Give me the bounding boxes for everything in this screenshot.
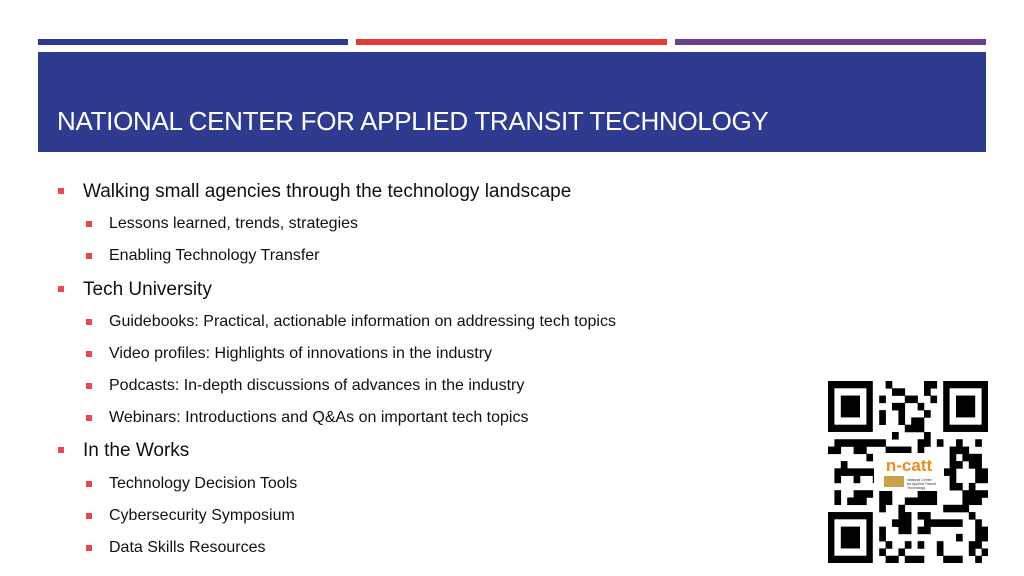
top-stripe-blue — [38, 39, 348, 45]
bullet-marker-icon — [86, 221, 92, 227]
qr-module — [886, 497, 893, 505]
qr-module — [918, 541, 925, 549]
qr-module — [943, 468, 950, 476]
qr-module — [898, 505, 905, 513]
qr-module — [905, 497, 912, 505]
qr-module — [962, 505, 969, 513]
qr-module — [943, 505, 950, 513]
qr-module — [911, 417, 918, 425]
qr-module — [918, 439, 925, 447]
qr-module — [956, 447, 963, 455]
qr-module — [975, 468, 982, 476]
qr-module — [962, 447, 969, 455]
qr-module — [905, 541, 912, 549]
qr-module — [950, 519, 957, 527]
qr-module — [879, 439, 886, 447]
sub-bullet-item — [109, 507, 295, 525]
qr-module — [975, 454, 982, 462]
bullet-marker-icon — [86, 545, 92, 551]
qr-module — [924, 439, 931, 447]
bullet-marker-icon — [58, 286, 64, 292]
qr-module — [866, 490, 873, 498]
qr-code-icon — [828, 381, 988, 563]
bullet-text: Walking small agencies through the technology landscape — [83, 181, 572, 202]
qr-module — [854, 490, 861, 498]
qr-module — [930, 381, 937, 389]
qr-module — [975, 439, 982, 447]
qr-module — [937, 541, 944, 549]
qr-module — [962, 454, 969, 462]
qr-finder-pattern — [956, 396, 975, 418]
qr-module — [962, 490, 969, 498]
qr-module — [969, 497, 976, 505]
qr-module — [918, 403, 925, 411]
qr-module — [866, 468, 873, 476]
bullet-text: Technology Decision Tools — [109, 475, 298, 492]
qr-module — [879, 417, 886, 425]
qr-module — [969, 548, 976, 556]
qr-module — [950, 468, 957, 476]
qr-module — [962, 497, 969, 505]
qr-module — [847, 439, 854, 447]
qr-module — [905, 512, 912, 520]
qr-module — [969, 461, 976, 469]
qr-module — [924, 388, 931, 396]
bullet-text: Data Skills Resources — [109, 539, 266, 556]
sub-bullet-item — [109, 345, 492, 363]
bullet-text: Webinars: Introductions and Q&As on important tech topics — [109, 409, 529, 426]
qr-module — [956, 439, 963, 447]
qr-module — [918, 447, 925, 455]
qr-module — [828, 447, 835, 455]
qr-module — [841, 461, 848, 469]
qr-module — [950, 505, 957, 513]
qr-module — [847, 468, 854, 476]
qr-module — [892, 403, 899, 411]
qr-module — [924, 381, 931, 389]
bullet-item — [83, 440, 189, 462]
qr-module — [905, 519, 912, 527]
qr-module — [943, 556, 950, 563]
qr-module — [854, 468, 861, 476]
qr-module — [924, 410, 931, 418]
qr-module — [924, 497, 931, 505]
qr-module — [969, 490, 976, 498]
qr-module — [847, 497, 854, 505]
qr-module — [892, 432, 899, 440]
bullet-text: Guidebooks: Practical, actionable information on addressing tech topics — [109, 313, 616, 330]
qr-module — [943, 519, 950, 527]
bullet-marker-icon — [86, 383, 92, 389]
bullet-marker-icon — [86, 253, 92, 259]
qr-module — [950, 454, 957, 462]
bullet-marker-icon — [86, 513, 92, 519]
qr-module — [905, 527, 912, 535]
qr-module — [905, 396, 912, 404]
slide-title: NATIONAL CENTER FOR APPLIED TRANSIT TECHNOLOGY — [57, 106, 769, 136]
bullet-item — [83, 181, 571, 203]
qr-module — [892, 556, 899, 563]
qr-module — [879, 548, 886, 556]
qr-module — [854, 439, 861, 447]
qr-module — [886, 541, 893, 549]
qr-module — [911, 556, 918, 563]
bullet-marker-icon — [58, 188, 64, 194]
qr-module — [937, 519, 944, 527]
qr-module — [918, 490, 925, 498]
qr-module — [886, 447, 893, 455]
qr-module — [969, 541, 976, 549]
qr-module — [975, 541, 982, 549]
qr-module — [898, 410, 905, 418]
qr-module — [886, 381, 893, 389]
bullet-text: Cybersecurity Symposium — [109, 507, 295, 524]
bullet-marker-icon — [86, 415, 92, 421]
sub-bullet-item — [109, 475, 297, 493]
qr-module — [975, 534, 982, 542]
qr-module — [924, 512, 931, 520]
qr-module — [950, 461, 957, 469]
qr-module — [969, 512, 976, 520]
qr-module — [930, 490, 937, 498]
qr-module — [834, 468, 841, 476]
qr-module — [834, 490, 841, 498]
qr-module — [860, 490, 867, 498]
qr-module — [918, 425, 925, 433]
ncatt-logo-text: n-catt — [885, 456, 933, 475]
bullet-text: Podcasts: In-depth discussions of advances in the industry — [109, 377, 525, 394]
qr-module — [898, 519, 905, 527]
title-banner — [38, 52, 986, 152]
qr-module — [975, 497, 982, 505]
qr-module — [905, 556, 912, 563]
sub-bullet-item — [109, 377, 524, 395]
qr-module — [975, 490, 982, 498]
qr-module — [879, 396, 886, 404]
qr-module — [982, 527, 988, 535]
qr-module — [950, 447, 957, 455]
qr-module — [860, 447, 867, 455]
qr-module — [975, 519, 982, 527]
qr-module — [879, 497, 886, 505]
qr-module — [956, 534, 963, 542]
bullet-text: Lessons learned, trends, strategies — [109, 215, 359, 232]
qr-module — [898, 417, 905, 425]
bullet-text: In the Works — [83, 440, 190, 461]
qr-module — [841, 439, 848, 447]
qr-module — [969, 454, 976, 462]
bullet-text: Video profiles: Highlights of innovations in the industry — [109, 345, 493, 362]
qr-module — [918, 556, 925, 563]
ncatt-logo-emblem — [884, 476, 904, 487]
qr-module — [860, 468, 867, 476]
qr-module — [918, 527, 925, 535]
qr-module — [956, 556, 963, 563]
qr-module — [841, 468, 848, 476]
qr-module — [975, 461, 982, 469]
qr-module — [898, 447, 905, 455]
qr-module — [924, 519, 931, 527]
qr-module — [834, 476, 841, 484]
qr-module — [937, 439, 944, 447]
qr-module — [879, 490, 886, 498]
qr-module — [982, 476, 988, 484]
qr-module — [911, 497, 918, 505]
qr-module — [918, 417, 925, 425]
qr-finder-pattern — [841, 396, 860, 418]
qr-module — [860, 497, 867, 505]
qr-module — [982, 468, 988, 476]
bullet-marker-icon — [86, 351, 92, 357]
qr-module — [975, 527, 982, 535]
qr-module — [886, 490, 893, 498]
qr-module — [930, 519, 937, 527]
qr-module — [854, 476, 861, 484]
qr-module — [866, 454, 873, 462]
qr-module — [924, 527, 931, 535]
qr-module — [879, 410, 886, 418]
qr-module — [950, 483, 957, 491]
qr-module — [860, 439, 867, 447]
sub-bullet-item — [109, 215, 358, 233]
qr-module — [879, 534, 886, 542]
qr-module — [975, 556, 982, 563]
qr-module — [924, 490, 931, 498]
qr-module — [834, 497, 841, 505]
qr-module — [911, 425, 918, 433]
qr-module — [892, 447, 899, 455]
qr-module — [937, 548, 944, 556]
bullet-item — [83, 279, 212, 301]
qr-module — [854, 497, 861, 505]
qr-module — [930, 396, 937, 404]
qr-module — [982, 534, 988, 542]
sub-bullet-item — [109, 409, 528, 427]
qr-module — [892, 519, 899, 527]
bullet-text: Enabling Technology Transfer — [109, 247, 320, 264]
qr-module — [924, 432, 931, 440]
qr-module — [950, 556, 957, 563]
bullet-text: Tech University — [83, 279, 212, 300]
qr-module — [854, 447, 861, 455]
qr-module — [886, 556, 893, 563]
qr-module — [918, 512, 925, 520]
qr-module — [898, 548, 905, 556]
bullet-marker-icon — [86, 319, 92, 325]
qr-module — [905, 425, 912, 433]
qr-module — [879, 505, 886, 513]
qr-module — [834, 439, 841, 447]
top-stripe-red — [356, 39, 667, 45]
qr-module — [956, 483, 963, 491]
qr-module — [956, 519, 963, 527]
top-stripe-purple — [675, 39, 986, 45]
ncatt-logo — [884, 456, 937, 490]
sub-bullet-item — [109, 247, 320, 265]
qr-module — [898, 403, 905, 411]
qr-module — [866, 439, 873, 447]
qr-module — [892, 388, 899, 396]
qr-module — [975, 476, 982, 484]
qr-module — [982, 548, 988, 556]
qr-module — [911, 396, 918, 404]
qr-module — [879, 527, 886, 535]
qr-module — [950, 476, 957, 484]
qr-module — [956, 505, 963, 513]
qr-module — [834, 447, 841, 455]
qr-module — [898, 388, 905, 396]
sub-bullet-item — [109, 539, 266, 557]
qr-finder-pattern — [841, 527, 860, 549]
qr-module — [918, 497, 925, 505]
bullet-marker-icon — [58, 447, 64, 453]
qr-module — [905, 447, 912, 455]
sub-bullet-item — [109, 313, 616, 331]
qr-module — [930, 497, 937, 505]
qr-module — [898, 512, 905, 520]
qr-module — [956, 461, 963, 469]
ncatt-logo-subtitle: National Center for Applied Transit Technology — [907, 478, 936, 490]
qr-module — [982, 490, 988, 498]
qr-module — [969, 483, 976, 491]
qr-module — [898, 527, 905, 535]
bullet-marker-icon — [86, 481, 92, 487]
qr-module — [873, 439, 880, 447]
